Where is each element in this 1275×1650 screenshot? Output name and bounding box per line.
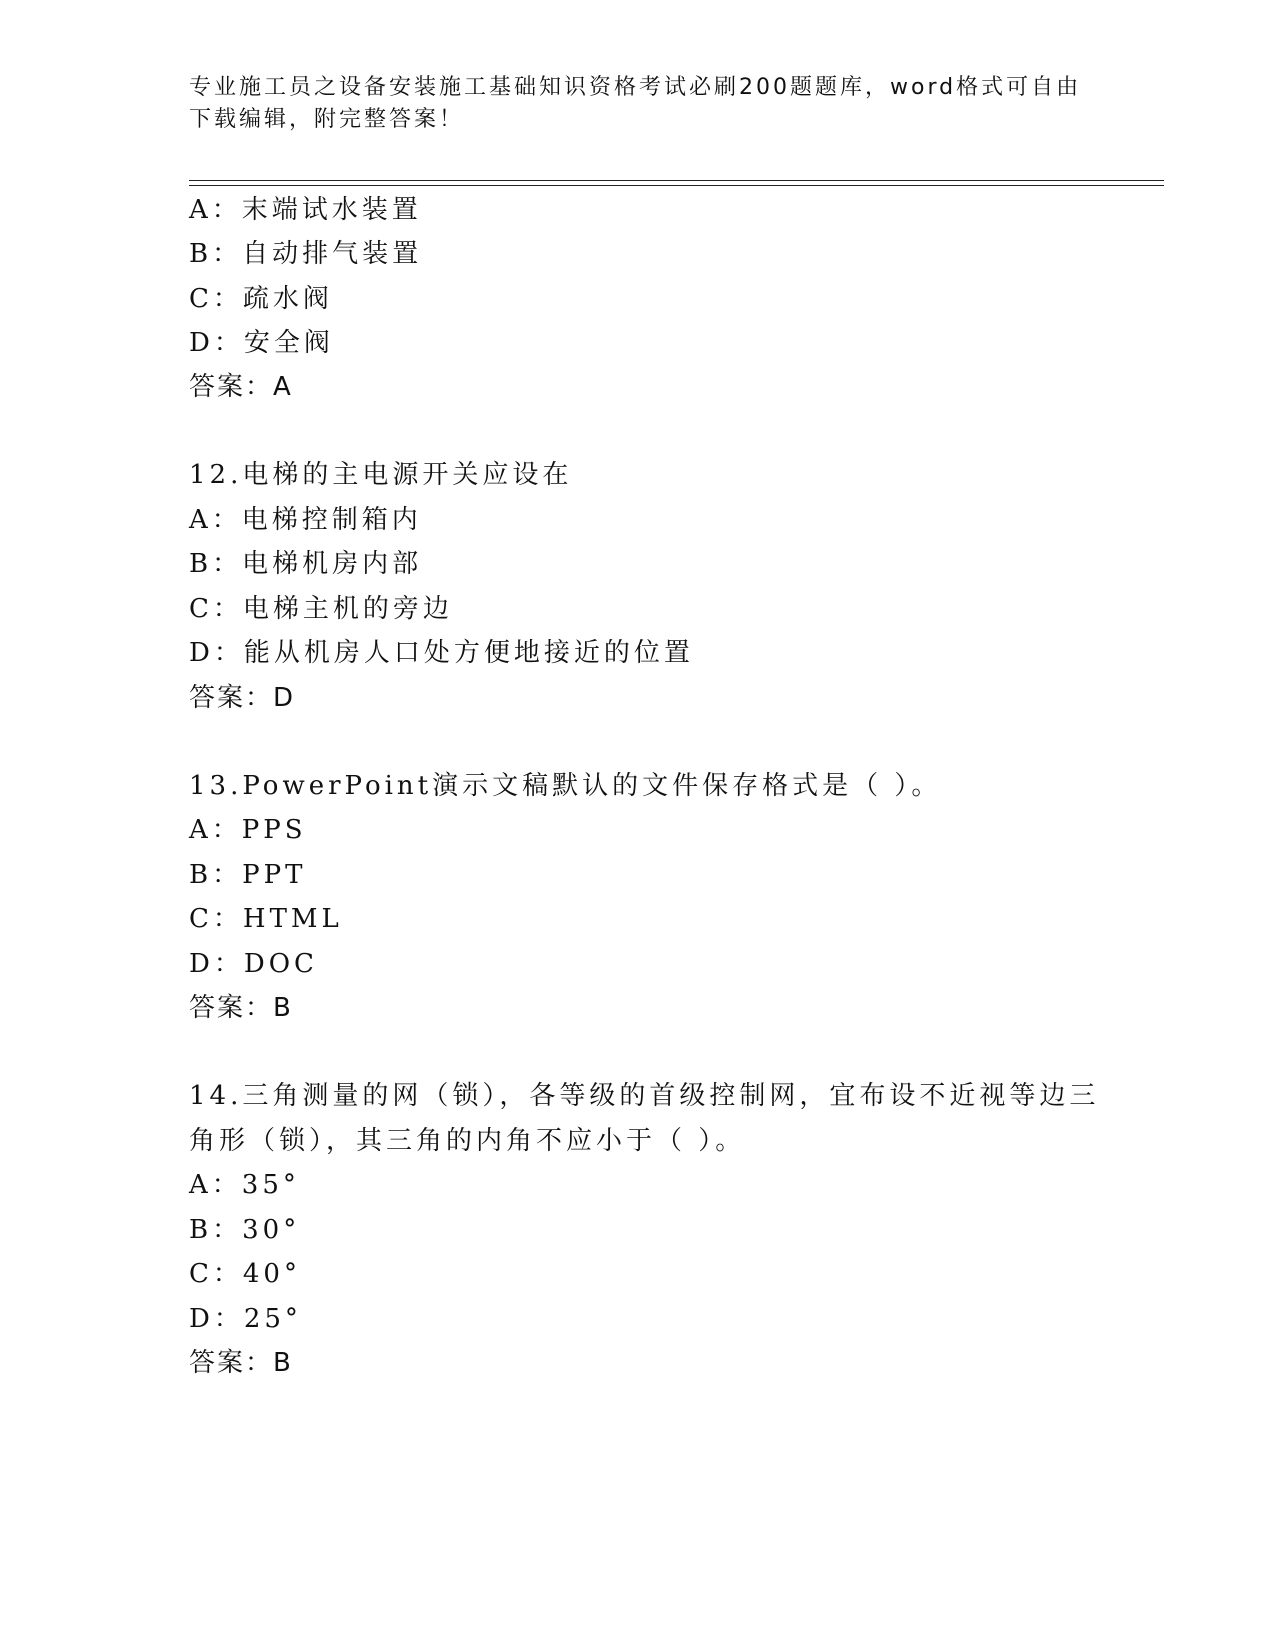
q14-option-d: D：25° xyxy=(189,1304,302,1334)
q13-option-a: A：PPS xyxy=(189,815,307,845)
q12-option-a: A：电梯控制箱内 xyxy=(189,505,422,535)
document-header xyxy=(189,72,1089,136)
q14-option-b: B：30° xyxy=(189,1215,301,1245)
q13-answer: 答案：B xyxy=(189,993,293,1023)
q13-option-b: B：PPT xyxy=(189,860,307,890)
q13-option-c: C：HTML xyxy=(189,904,343,934)
q14-option-a: A：35° xyxy=(189,1170,300,1200)
header-divider-bottom xyxy=(189,185,1164,186)
header-line-1: 专业施工员之设备安装施工基础知识资格考试必刷200题题库，word格式可自由 xyxy=(189,75,1082,100)
q14-question-line-1: 14.三角测量的网（锁），各等级的首级控制网，宜布设不近视等边三 xyxy=(189,1081,1100,1111)
q12-option-d: D：能从机房人口处方便地接近的位置 xyxy=(189,638,694,668)
q11-answer: 答案：A xyxy=(189,372,293,402)
q12-option-c: C：电梯主机的旁边 xyxy=(189,594,453,624)
header-line-2: 下载编辑，附完整答案！ xyxy=(189,107,465,132)
q11-option-a: A：末端试水装置 xyxy=(189,195,422,225)
q14-question-line-2: 角形（锁），其三角的内角不应小于（ ）。 xyxy=(189,1126,746,1156)
q11-option-c: C：疏水阀 xyxy=(189,284,333,314)
q13-option-d: D：DOC xyxy=(189,949,318,979)
q13-question: 13.PowerPoint演示文稿默认的文件保存格式是（ ）。 xyxy=(189,771,942,801)
q12-question: 12.电梯的主电源开关应设在 xyxy=(189,460,573,490)
q12-answer: 答案：D xyxy=(189,683,296,713)
q11-option-b: B：自动排气装置 xyxy=(189,239,423,269)
header-divider-top xyxy=(189,180,1164,181)
q11-option-d: D：安全阀 xyxy=(189,328,334,358)
q14-answer: 答案：B xyxy=(189,1348,293,1378)
q14-option-c: C：40° xyxy=(189,1259,301,1289)
q12-option-b: B：电梯机房内部 xyxy=(189,549,423,579)
